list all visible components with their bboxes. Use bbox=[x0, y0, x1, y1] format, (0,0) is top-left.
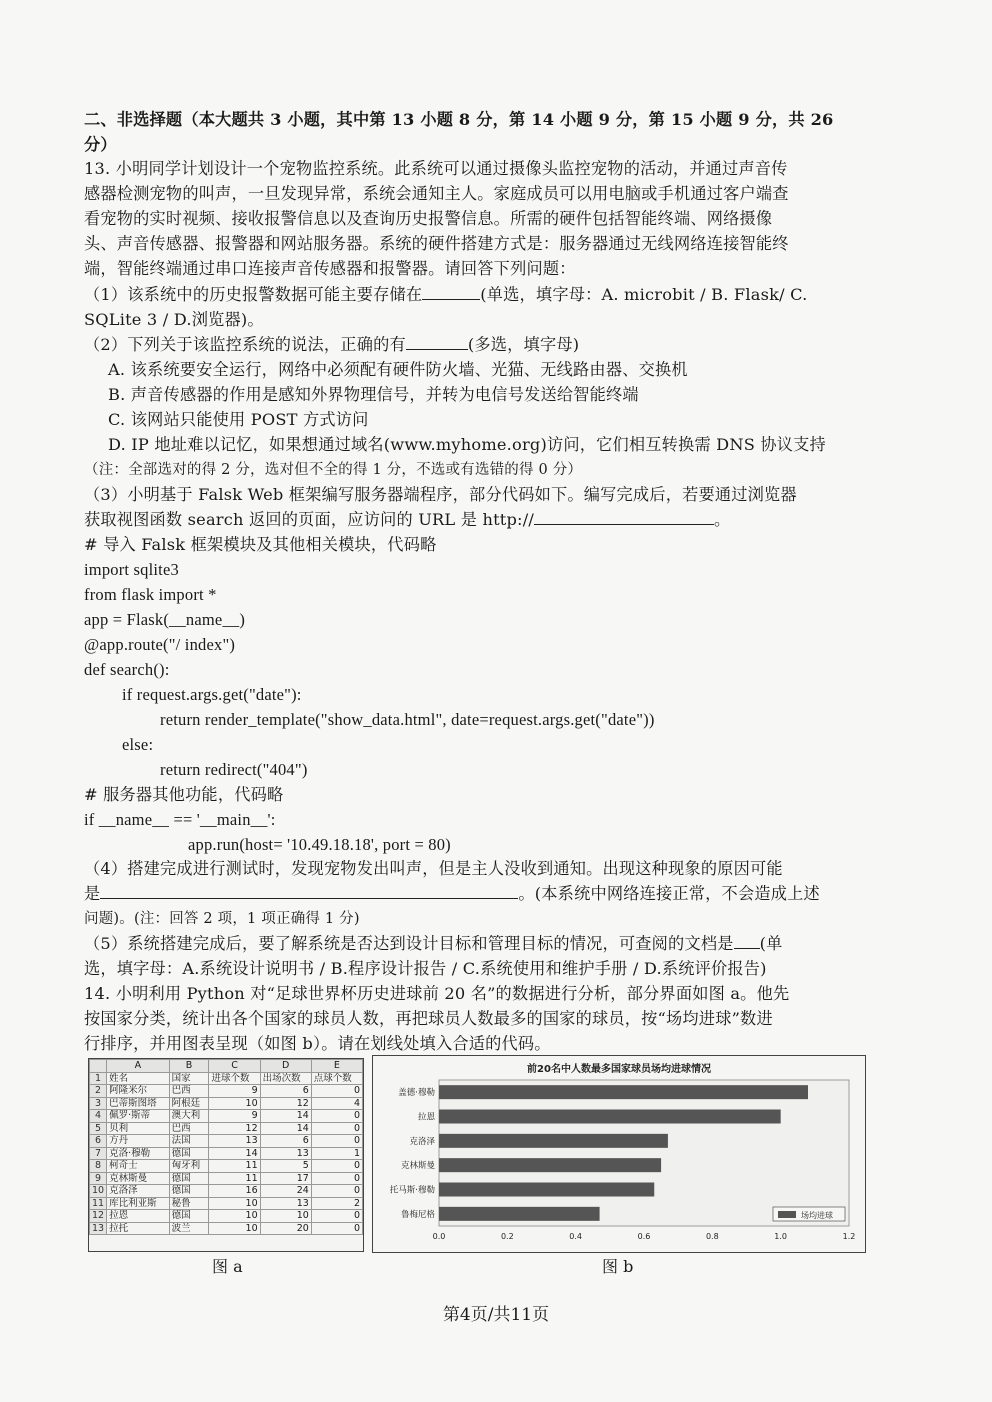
table-cell: 克林斯曼 bbox=[107, 1172, 169, 1185]
period: 。 bbox=[714, 510, 731, 529]
code-line: from flask import * bbox=[84, 585, 217, 604]
table-row bbox=[90, 1210, 363, 1223]
table-cell: 11 bbox=[209, 1172, 260, 1185]
row-number: 1 bbox=[90, 1072, 107, 1085]
row-number: 12 bbox=[90, 1210, 107, 1223]
table-row bbox=[90, 1110, 363, 1123]
bar-chart-svg bbox=[373, 1056, 865, 1252]
table-cell: 24 bbox=[260, 1185, 311, 1198]
table-cell: 10 bbox=[209, 1210, 260, 1223]
table-cell: 10 bbox=[209, 1197, 260, 1210]
q13-part1-text: （1）该系统中的历史报警数据可能主要存储在 bbox=[84, 285, 423, 304]
q13-line-2: 感器检测宠物的叫声，一旦发现异常，系统会通知主人。家庭成员可以用电脑或手机通过客户端查 bbox=[84, 184, 789, 203]
table-cell: 4 bbox=[311, 1097, 362, 1110]
bar bbox=[439, 1134, 668, 1148]
code-line: return redirect("404") bbox=[160, 760, 308, 779]
table-cell: 阿隆米尔 bbox=[107, 1085, 169, 1098]
y-tick-label: 克洛泽 bbox=[409, 1136, 435, 1147]
plot-area bbox=[439, 1080, 849, 1226]
x-tick-label: 0.0 bbox=[432, 1232, 446, 1241]
chart-title: 前20名中人数最多国家球员场均进球情况 bbox=[527, 1064, 711, 1075]
q13-part4-answer bbox=[84, 882, 874, 906]
table-row bbox=[90, 1097, 363, 1110]
table-cell: 0 bbox=[311, 1122, 362, 1135]
header-row bbox=[90, 1072, 363, 1085]
answer-blank-4[interactable] bbox=[100, 882, 518, 899]
header-cell: 出场次数 bbox=[260, 1072, 311, 1085]
code-comment-1: # 导入 Falsk 框架模块及其他相关模块，代码略 bbox=[84, 535, 437, 554]
table-cell: 秘鲁 bbox=[169, 1197, 209, 1210]
table-cell: 13 bbox=[260, 1197, 311, 1210]
table-row bbox=[90, 1085, 363, 1098]
row-number: 13 bbox=[90, 1222, 107, 1235]
scoring-note: （注：全部选对的得 2 分，选对但不全的得 1 分，不选或有选错的得 0 分） bbox=[84, 462, 583, 478]
row-number: 10 bbox=[90, 1185, 107, 1198]
bar bbox=[439, 1110, 781, 1124]
q13-part2-text: （2）下列关于该监控系统的说法，正确的有 bbox=[84, 335, 406, 354]
bar bbox=[439, 1085, 808, 1099]
page-footer: 第4页/共11页 bbox=[442, 1305, 550, 1325]
table-cell: 德国 bbox=[169, 1210, 209, 1223]
bar bbox=[439, 1158, 661, 1172]
q13-line-4: 头、声音传感器、报警器和网站服务器。系统的硬件搭建方式是：服务器通过无线网络连接智能终 bbox=[84, 234, 789, 253]
code-line: import sqlite3 bbox=[84, 560, 179, 579]
section-title: 二、非选择题（本大题共 3 小题，其中第 13 小题 8 分，第 14 小题 9 分，第 15 小题 9 分，共 26 bbox=[84, 110, 834, 129]
row-number: 4 bbox=[90, 1110, 107, 1123]
code-comment-2: # 服务器其他功能，代码略 bbox=[84, 785, 284, 804]
table-cell: 12 bbox=[209, 1122, 260, 1135]
code-line: def search(): bbox=[84, 660, 170, 679]
corner-cell bbox=[90, 1060, 107, 1073]
table-cell: 波兰 bbox=[169, 1222, 209, 1235]
table-cell: 5 bbox=[260, 1160, 311, 1173]
column-letter: E bbox=[311, 1060, 362, 1073]
bar bbox=[439, 1207, 600, 1221]
q13-part3-url-text: 获取视图函数 search 返回的页面，应访问的 URL 是 http:// bbox=[84, 510, 535, 529]
q13-part5-options: 选，填字母：A.系统设计说明书 / B.程序设计报告 / C.系统使用和维护手册 / D.系统评价报告) bbox=[84, 959, 767, 978]
table-cell: 11 bbox=[209, 1160, 260, 1173]
row-number: 3 bbox=[90, 1097, 107, 1110]
table-cell: 拉托 bbox=[107, 1222, 169, 1235]
table-cell: 匈牙利 bbox=[169, 1160, 209, 1173]
table-row bbox=[90, 1135, 363, 1148]
column-letter: B bbox=[169, 1060, 209, 1073]
bar bbox=[439, 1183, 654, 1197]
table-cell: 6 bbox=[260, 1085, 311, 1098]
x-tick-label: 0.8 bbox=[705, 1232, 719, 1241]
table-cell: 法国 bbox=[169, 1135, 209, 1148]
answer-blank-3[interactable] bbox=[534, 508, 714, 525]
y-tick-label: 拉恩 bbox=[417, 1112, 435, 1123]
table-cell: 澳大利 bbox=[169, 1110, 209, 1123]
row-number: 5 bbox=[90, 1122, 107, 1135]
table-row bbox=[90, 1122, 363, 1135]
table-cell: 17 bbox=[260, 1172, 311, 1185]
table-row bbox=[90, 1222, 363, 1235]
q13-part5 bbox=[84, 932, 874, 956]
table-row bbox=[90, 1147, 363, 1160]
figure-a-caption: 图 a bbox=[212, 1257, 243, 1276]
y-tick-label: 克林斯曼 bbox=[400, 1161, 435, 1172]
table-cell: 16 bbox=[209, 1185, 260, 1198]
table-cell: 拉恩 bbox=[107, 1210, 169, 1223]
column-letter: A bbox=[107, 1060, 169, 1073]
table-cell: 德国 bbox=[169, 1172, 209, 1185]
y-tick-label: 盖德·穆勒 bbox=[398, 1088, 435, 1099]
spreadsheet-table bbox=[89, 1059, 363, 1235]
table-cell: 0 bbox=[311, 1185, 362, 1198]
answer-blank-1[interactable] bbox=[422, 283, 480, 300]
q14-line-1: 14. 小明利用 Python 对“足球世界杯历史进球前 20 名”的数据进行分析，部分界面如图 a。他先 bbox=[84, 984, 790, 1003]
q13-part1 bbox=[84, 283, 874, 307]
table-row bbox=[90, 1197, 363, 1210]
column-letter: D bbox=[260, 1060, 311, 1073]
q13-line-5: 端，智能终端通过串口连接声音传感器和报警器。请回答下列问题： bbox=[84, 259, 576, 278]
code-line: return render_template("show_data.html", date=request.args.get("date")) bbox=[160, 710, 655, 729]
table-cell: 方丹 bbox=[107, 1135, 169, 1148]
table-cell: 巴西 bbox=[169, 1085, 209, 1098]
row-number: 8 bbox=[90, 1160, 107, 1173]
table-cell: 14 bbox=[260, 1110, 311, 1123]
table-cell: 10 bbox=[209, 1222, 260, 1235]
table-cell: 13 bbox=[209, 1135, 260, 1148]
x-tick-label: 1.2 bbox=[842, 1232, 856, 1241]
table-cell: 克洛·穆勒 bbox=[107, 1147, 169, 1160]
section-title-cont: 分） bbox=[84, 135, 117, 154]
x-tick-label: 0.4 bbox=[569, 1232, 583, 1241]
q13-part3-url bbox=[84, 508, 874, 532]
q13-part4-note: 。(本系统中网络连接正常，不会造成上述 bbox=[518, 884, 820, 903]
q13-part2-hint: (多选，填字母) bbox=[467, 335, 580, 354]
table-cell: 0 bbox=[311, 1172, 362, 1185]
x-tick-label: 0.6 bbox=[637, 1232, 651, 1241]
header-cell: 点球个数 bbox=[311, 1072, 362, 1085]
row-number: 7 bbox=[90, 1147, 107, 1160]
figure-b-chart bbox=[372, 1055, 866, 1253]
q14-line-3: 行排序，并用图表呈现（如图 b）。请在划线处填入合适的代码。 bbox=[84, 1034, 551, 1053]
x-tick-label: 0.2 bbox=[500, 1232, 514, 1241]
table-cell: 13 bbox=[260, 1147, 311, 1160]
row-number: 2 bbox=[90, 1085, 107, 1098]
y-tick-label: 鲁梅尼格 bbox=[400, 1209, 435, 1220]
code-line: app.run(host= '10.49.18.18', port = 80) bbox=[188, 835, 451, 854]
table-cell: 阿根廷 bbox=[169, 1097, 209, 1110]
answer-blank-5[interactable] bbox=[734, 932, 760, 949]
q13-part4-is: 是 bbox=[84, 884, 101, 903]
table-cell: 德国 bbox=[169, 1147, 209, 1160]
row-number: 6 bbox=[90, 1135, 107, 1148]
q13-part4-scoring: 问题)。(注：回答 2 项，1 项正确得 1 分) bbox=[84, 911, 360, 927]
code-line: else: bbox=[122, 735, 154, 754]
q14-line-2: 按国家分类，统计出各个国家的球员人数，再把球员人数最多的国家的球员，按“场均进球”数进 bbox=[84, 1009, 773, 1028]
table-cell: 12 bbox=[260, 1097, 311, 1110]
table-cell: 柯奇士 bbox=[107, 1160, 169, 1173]
table-cell: 6 bbox=[260, 1135, 311, 1148]
code-line: @app.route("/ index") bbox=[84, 635, 236, 654]
table-cell: 库比利亚斯 bbox=[107, 1197, 169, 1210]
table-cell: 贝利 bbox=[107, 1122, 169, 1135]
legend-label: 场均进球 bbox=[801, 1211, 833, 1220]
x-tick-label: 1.0 bbox=[774, 1232, 788, 1241]
q13-part1-options-cont: SQLite 3 / D.浏览器)。 bbox=[84, 310, 264, 329]
table-cell: 0 bbox=[311, 1110, 362, 1123]
q13-part1-options: (单选，填字母：A. microbit / B. Flask/ C. bbox=[480, 285, 808, 304]
table-cell: 德国 bbox=[169, 1185, 209, 1198]
row-number: 9 bbox=[90, 1172, 107, 1185]
table-cell: 0 bbox=[311, 1135, 362, 1148]
table-cell: 10 bbox=[209, 1097, 260, 1110]
q13-line-1: 13. 小明同学计划设计一个宠物监控系统。此系统可以通过摄像头监控宠物的活动，并通过声音传 bbox=[84, 159, 788, 178]
code-line: if request.args.get("date"): bbox=[122, 685, 302, 704]
legend-swatch bbox=[778, 1211, 796, 1218]
q13-part5-text: （5）系统搭建完成后，要了解系统是否达到设计目标和管理目标的情况，可查阅的文档是 bbox=[84, 934, 734, 953]
table-cell: 1 bbox=[311, 1147, 362, 1160]
table-cell: 20 bbox=[260, 1222, 311, 1235]
column-letter: C bbox=[209, 1060, 260, 1073]
column-letter-row bbox=[90, 1060, 363, 1073]
q13-part5-single: (单 bbox=[759, 934, 783, 953]
table-cell: 克洛泽 bbox=[107, 1185, 169, 1198]
table-cell: 巴蒂斯图塔 bbox=[107, 1097, 169, 1110]
table-cell: 9 bbox=[209, 1110, 260, 1123]
table-row bbox=[90, 1172, 363, 1185]
table-row bbox=[90, 1185, 363, 1198]
table-cell: 10 bbox=[260, 1210, 311, 1223]
q13-line-3: 看宠物的实时视频、接收报警信息以及查询历史报警信息。所需的硬件包括智能终端、网络摄像 bbox=[84, 209, 773, 228]
figure-b-caption: 图 b bbox=[602, 1257, 634, 1276]
y-tick-label: 托马斯·穆勒 bbox=[389, 1185, 435, 1196]
row-number: 11 bbox=[90, 1197, 107, 1210]
table-row bbox=[90, 1160, 363, 1173]
q13-part4: （4）搭建完成进行测试时，发现宠物发出叫声，但是主人没收到通知。出现这种现象的原因可能 bbox=[84, 859, 783, 878]
q13-part2 bbox=[84, 333, 874, 357]
answer-blank-2[interactable] bbox=[406, 333, 468, 350]
figure-a-spreadsheet bbox=[88, 1058, 364, 1252]
table-cell: 14 bbox=[209, 1147, 260, 1160]
table-cell: 0 bbox=[311, 1160, 362, 1173]
table-cell: 9 bbox=[209, 1085, 260, 1098]
table-cell: 2 bbox=[311, 1197, 362, 1210]
table-cell: 0 bbox=[311, 1085, 362, 1098]
header-cell: 国家 bbox=[169, 1072, 209, 1085]
q13-part3: （3）小明基于 Falsk Web 框架编写服务器端程序，部分代码如下。编写完成后，若要通过浏览器 bbox=[84, 485, 797, 504]
table-cell: 0 bbox=[311, 1210, 362, 1223]
option-d: D. IP 地址难以记忆，如果想通过域名(www.myhome.org)访问，它们相互转换需 DNS 协议支持 bbox=[108, 435, 826, 454]
table-cell: 14 bbox=[260, 1122, 311, 1135]
header-cell: 进球个数 bbox=[209, 1072, 260, 1085]
table-cell: 巴西 bbox=[169, 1122, 209, 1135]
code-line: if __name__ == '__main__': bbox=[84, 810, 276, 829]
code-line: app = Flask(__name__) bbox=[84, 610, 246, 629]
option-a: A. 该系统要安全运行，网络中必须配有硬件防火墙、光猫、无线路由器、交换机 bbox=[108, 360, 688, 379]
option-c: C. 该网站只能使用 POST 方式访问 bbox=[108, 410, 369, 429]
table-cell: 0 bbox=[311, 1222, 362, 1235]
header-cell: 姓名 bbox=[107, 1072, 169, 1085]
option-b: B. 声音传感器的作用是感知外界物理信号，并转为电信号发送给智能终端 bbox=[108, 385, 639, 404]
table-cell: 佩罗·斯蒂 bbox=[107, 1110, 169, 1123]
